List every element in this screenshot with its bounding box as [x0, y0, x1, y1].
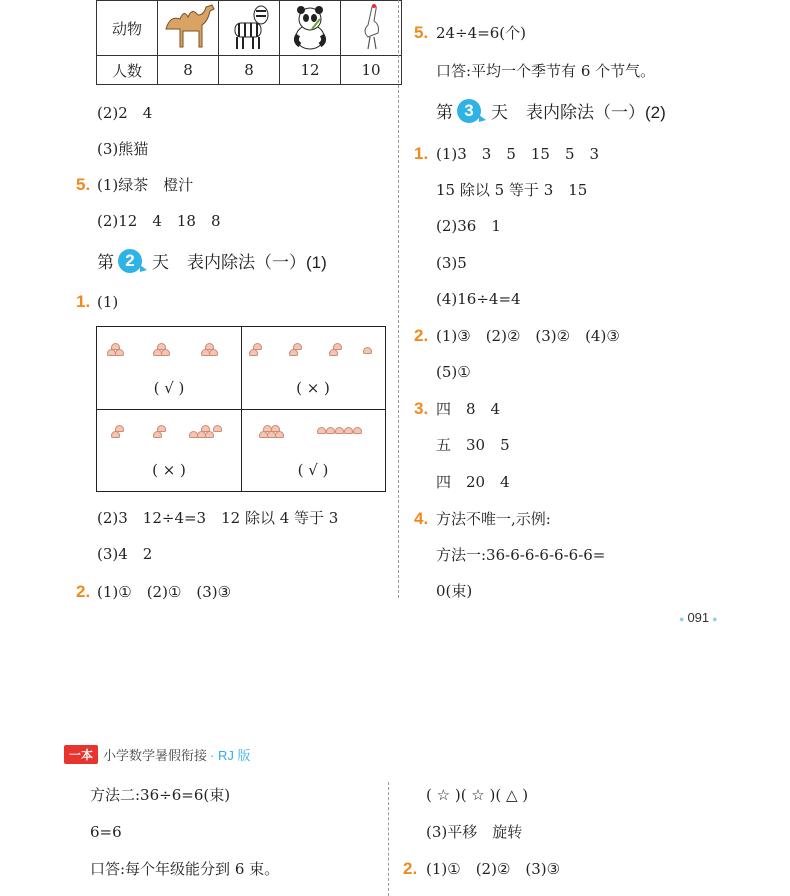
question-number: 4.	[414, 509, 429, 528]
answer-line: (1)	[97, 293, 119, 311]
page-number-text: 091	[687, 610, 710, 625]
page-number	[676, 610, 721, 625]
answer-line: (2)2 4	[97, 104, 153, 122]
bun-icon	[111, 343, 120, 350]
day-prefix: 第	[436, 103, 453, 122]
camel-image	[158, 1, 219, 56]
day-number-badge: 3	[457, 99, 481, 123]
day-prefix: 第	[97, 253, 114, 272]
answer-line: 方法二:36÷6=6(束)	[90, 786, 231, 804]
question-number: 2.	[76, 582, 91, 601]
answer-line: (2)3 12÷4=3 12 除以 4 等于 3	[97, 509, 339, 527]
bun-icon	[157, 425, 166, 432]
question-number: 2.	[414, 326, 429, 345]
brand-logo: 一本	[64, 745, 98, 764]
grid-cell	[97, 327, 241, 409]
answer-line: 口答:每个年级能分到 6 束。	[90, 860, 280, 878]
answer-line: (2)36 1	[436, 217, 501, 235]
grid-cell	[241, 327, 385, 409]
bun-icon	[205, 431, 214, 438]
bun-icon	[161, 349, 170, 356]
bun-icon	[253, 343, 262, 350]
bun-icon	[153, 431, 162, 438]
bun-icon	[271, 425, 280, 432]
bun-icon	[333, 343, 342, 350]
book-header-banner	[64, 745, 250, 764]
bun-icon	[115, 425, 124, 432]
bun-icon	[205, 343, 214, 350]
answer-line: 四 20 4	[436, 473, 510, 491]
column-divider	[388, 782, 389, 896]
table-header-count: 人数	[97, 56, 158, 85]
question-number: 1.	[414, 144, 429, 163]
bun-icon	[289, 349, 298, 356]
answer-line: (4)16÷4=4	[436, 290, 521, 308]
grid-cell	[97, 409, 241, 491]
bun-icon	[317, 427, 326, 434]
answer-line: (1)① (2)① (3)③	[97, 583, 232, 601]
bun-grouping-grid	[96, 326, 386, 492]
bun-icon	[363, 347, 372, 354]
question-number: 5.	[76, 175, 91, 194]
bun-icon	[157, 343, 166, 350]
bun-icon	[201, 425, 210, 432]
count-crane: 10	[341, 56, 402, 85]
question-number: 3.	[414, 399, 429, 418]
answer-line: 15 除以 5 等于 3 15	[436, 181, 588, 199]
answer-line: (3)平移 旋转	[426, 823, 523, 841]
judgement-mark: ( × )	[152, 461, 186, 479]
answer-line: (1)绿茶 橙汁	[97, 176, 194, 194]
judgement-mark: ( √ )	[297, 461, 329, 479]
bun-icon	[335, 427, 344, 434]
answer-line: 方法不唯一,示例:	[436, 510, 551, 528]
bun-icon	[213, 425, 222, 432]
column-divider	[398, 0, 399, 598]
answer-line: (3)熊猫	[97, 140, 149, 158]
bun-icon	[249, 349, 258, 356]
answer-line: 6=6	[90, 823, 122, 841]
day-suffix: 天	[152, 253, 169, 272]
answer-line: 四 8 4	[436, 400, 501, 418]
answer-line: (2)12 4 18 8	[97, 212, 221, 230]
day-title: 表内除法（一）(2)	[526, 103, 666, 122]
page-dot-icon: ●	[679, 613, 685, 624]
bun-icon	[329, 349, 338, 356]
answer-line: 方法一:36-6-6-6-6-6-6=	[436, 546, 606, 564]
day-title: 表内除法（一）(1)	[187, 253, 327, 272]
judgement-mark: ( × )	[296, 379, 330, 397]
edition-label: · RJ 版	[210, 748, 251, 763]
answer-line: (5)①	[436, 363, 471, 381]
bun-icon	[209, 349, 218, 356]
table-header-animal: 动物	[97, 1, 158, 56]
answer-line: (1)① (2)② (3)③	[426, 860, 561, 878]
answer-line: (1)3 3 5 15 5 3	[436, 145, 600, 163]
animal-survey-table	[96, 0, 402, 85]
answer-line: 24÷4=6(个)	[436, 24, 527, 42]
panda-image	[280, 1, 341, 56]
answer-line: (1)③ (2)② (3)② (4)③	[436, 327, 620, 345]
day-3-heading	[436, 98, 666, 123]
question-number: 5.	[414, 23, 429, 42]
bun-icon	[326, 427, 335, 434]
grid-cell	[241, 409, 385, 491]
question-number: 1.	[76, 292, 91, 311]
bun-icon	[293, 343, 302, 350]
answer-line: (3)5	[436, 254, 467, 272]
day-suffix: 天	[491, 103, 508, 122]
day-number-badge: 2	[118, 249, 142, 273]
bun-icon	[111, 431, 120, 438]
count-panda: 12	[280, 56, 341, 85]
bun-icon	[275, 431, 284, 438]
bun-icon	[344, 427, 353, 434]
crane-image	[341, 1, 402, 56]
day-2-heading	[97, 248, 327, 273]
answer-line: 口答:平均一个季节有 6 个节气。	[436, 62, 656, 80]
count-zebra: 8	[219, 56, 280, 85]
bun-icon	[353, 427, 362, 434]
book-title: 小学数学暑假衔接	[103, 748, 208, 763]
answer-line: ( ☆ )( ☆ )( △ )	[426, 786, 529, 804]
answer-line: 0(束)	[436, 582, 473, 600]
count-camel: 8	[158, 56, 219, 85]
answer-line: 五 30 5	[436, 436, 510, 454]
zebra-image	[219, 1, 280, 56]
bun-icon	[115, 349, 124, 356]
answer-line: (3)4 2	[97, 545, 153, 563]
judgement-mark: ( √ )	[153, 379, 185, 397]
page-dot-icon: ●	[712, 613, 718, 624]
question-number: 2.	[403, 859, 418, 878]
